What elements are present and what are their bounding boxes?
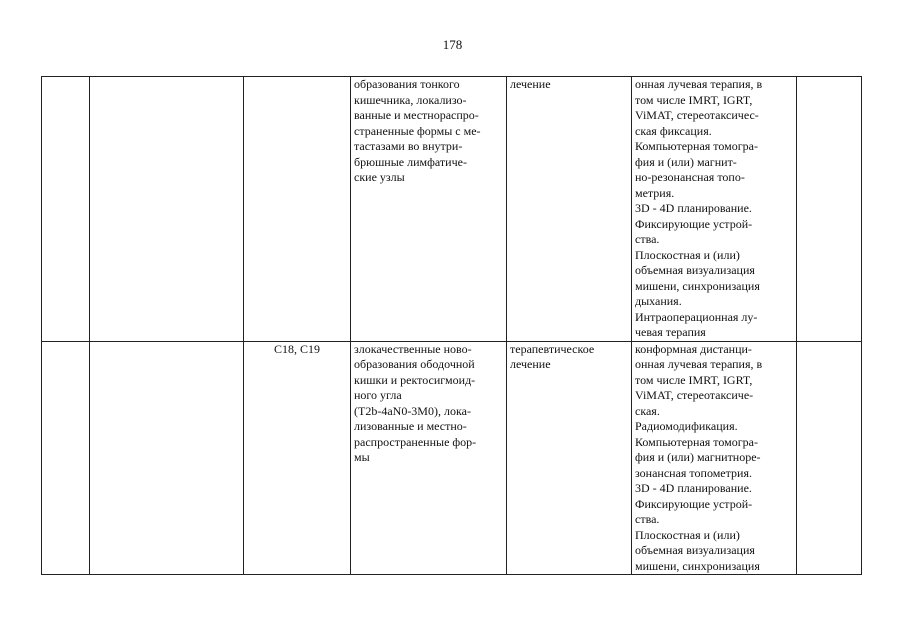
treatment-table: [41, 76, 862, 575]
row-number-cell: [42, 341, 90, 575]
diagnosis-cell: образования тонкого кишечника, локализо- ванные и местнораспро- страненные формы с ме- тастазами во внутри- брюшные лимфатиче- ские узлы: [351, 77, 507, 342]
row-number-cell: [42, 77, 90, 342]
method-cell: онная лучевая терапия, в том числе IMRT, IGRT, ViMAT, стереотаксичес- ская фиксация. Компьютерная томогра- фия и (или) магнит- но-резонансная топо- метрия. 3D - 4D планирование. Фиксирующие устрой- ства. Плоскостная и (или) объемная визуализация мишени, синхронизация дыхания. Интраоперационная лу- чевая терапия: [632, 77, 797, 342]
profile-cell: [90, 341, 244, 575]
cost-cell: [797, 341, 862, 575]
icd-code-cell: [244, 77, 351, 342]
table-row: [42, 77, 862, 342]
table-row: [42, 341, 862, 575]
method-cell: конформная дистанци- онная лучевая терапия, в том числе IMRT, IGRT, ViMAT, стереотаксиче- ская. Радиомодификация. Компьютерная томогра- фия и (или) магнитноре- зонансная топометрия. 3D - 4D планирование. Фиксирующие устрой- ства. Плоскостная и (или) объемная визуализация мишени, синхронизация: [632, 341, 797, 575]
page-number: 178: [442, 37, 463, 52]
cost-cell: [797, 77, 862, 342]
treatment-type-cell: лечение: [507, 77, 632, 342]
icd-code-cell: C18, C19: [244, 341, 351, 575]
treatment-type-cell: терапевтическое лечение: [507, 341, 632, 575]
profile-cell: [90, 77, 244, 342]
diagnosis-cell: злокачественные ново- образования ободочной кишки и ректосигмоид- ного угла (T2b-4aN0-3M0), лока- лизованные и местно- распространенные фор- мы: [351, 341, 507, 575]
